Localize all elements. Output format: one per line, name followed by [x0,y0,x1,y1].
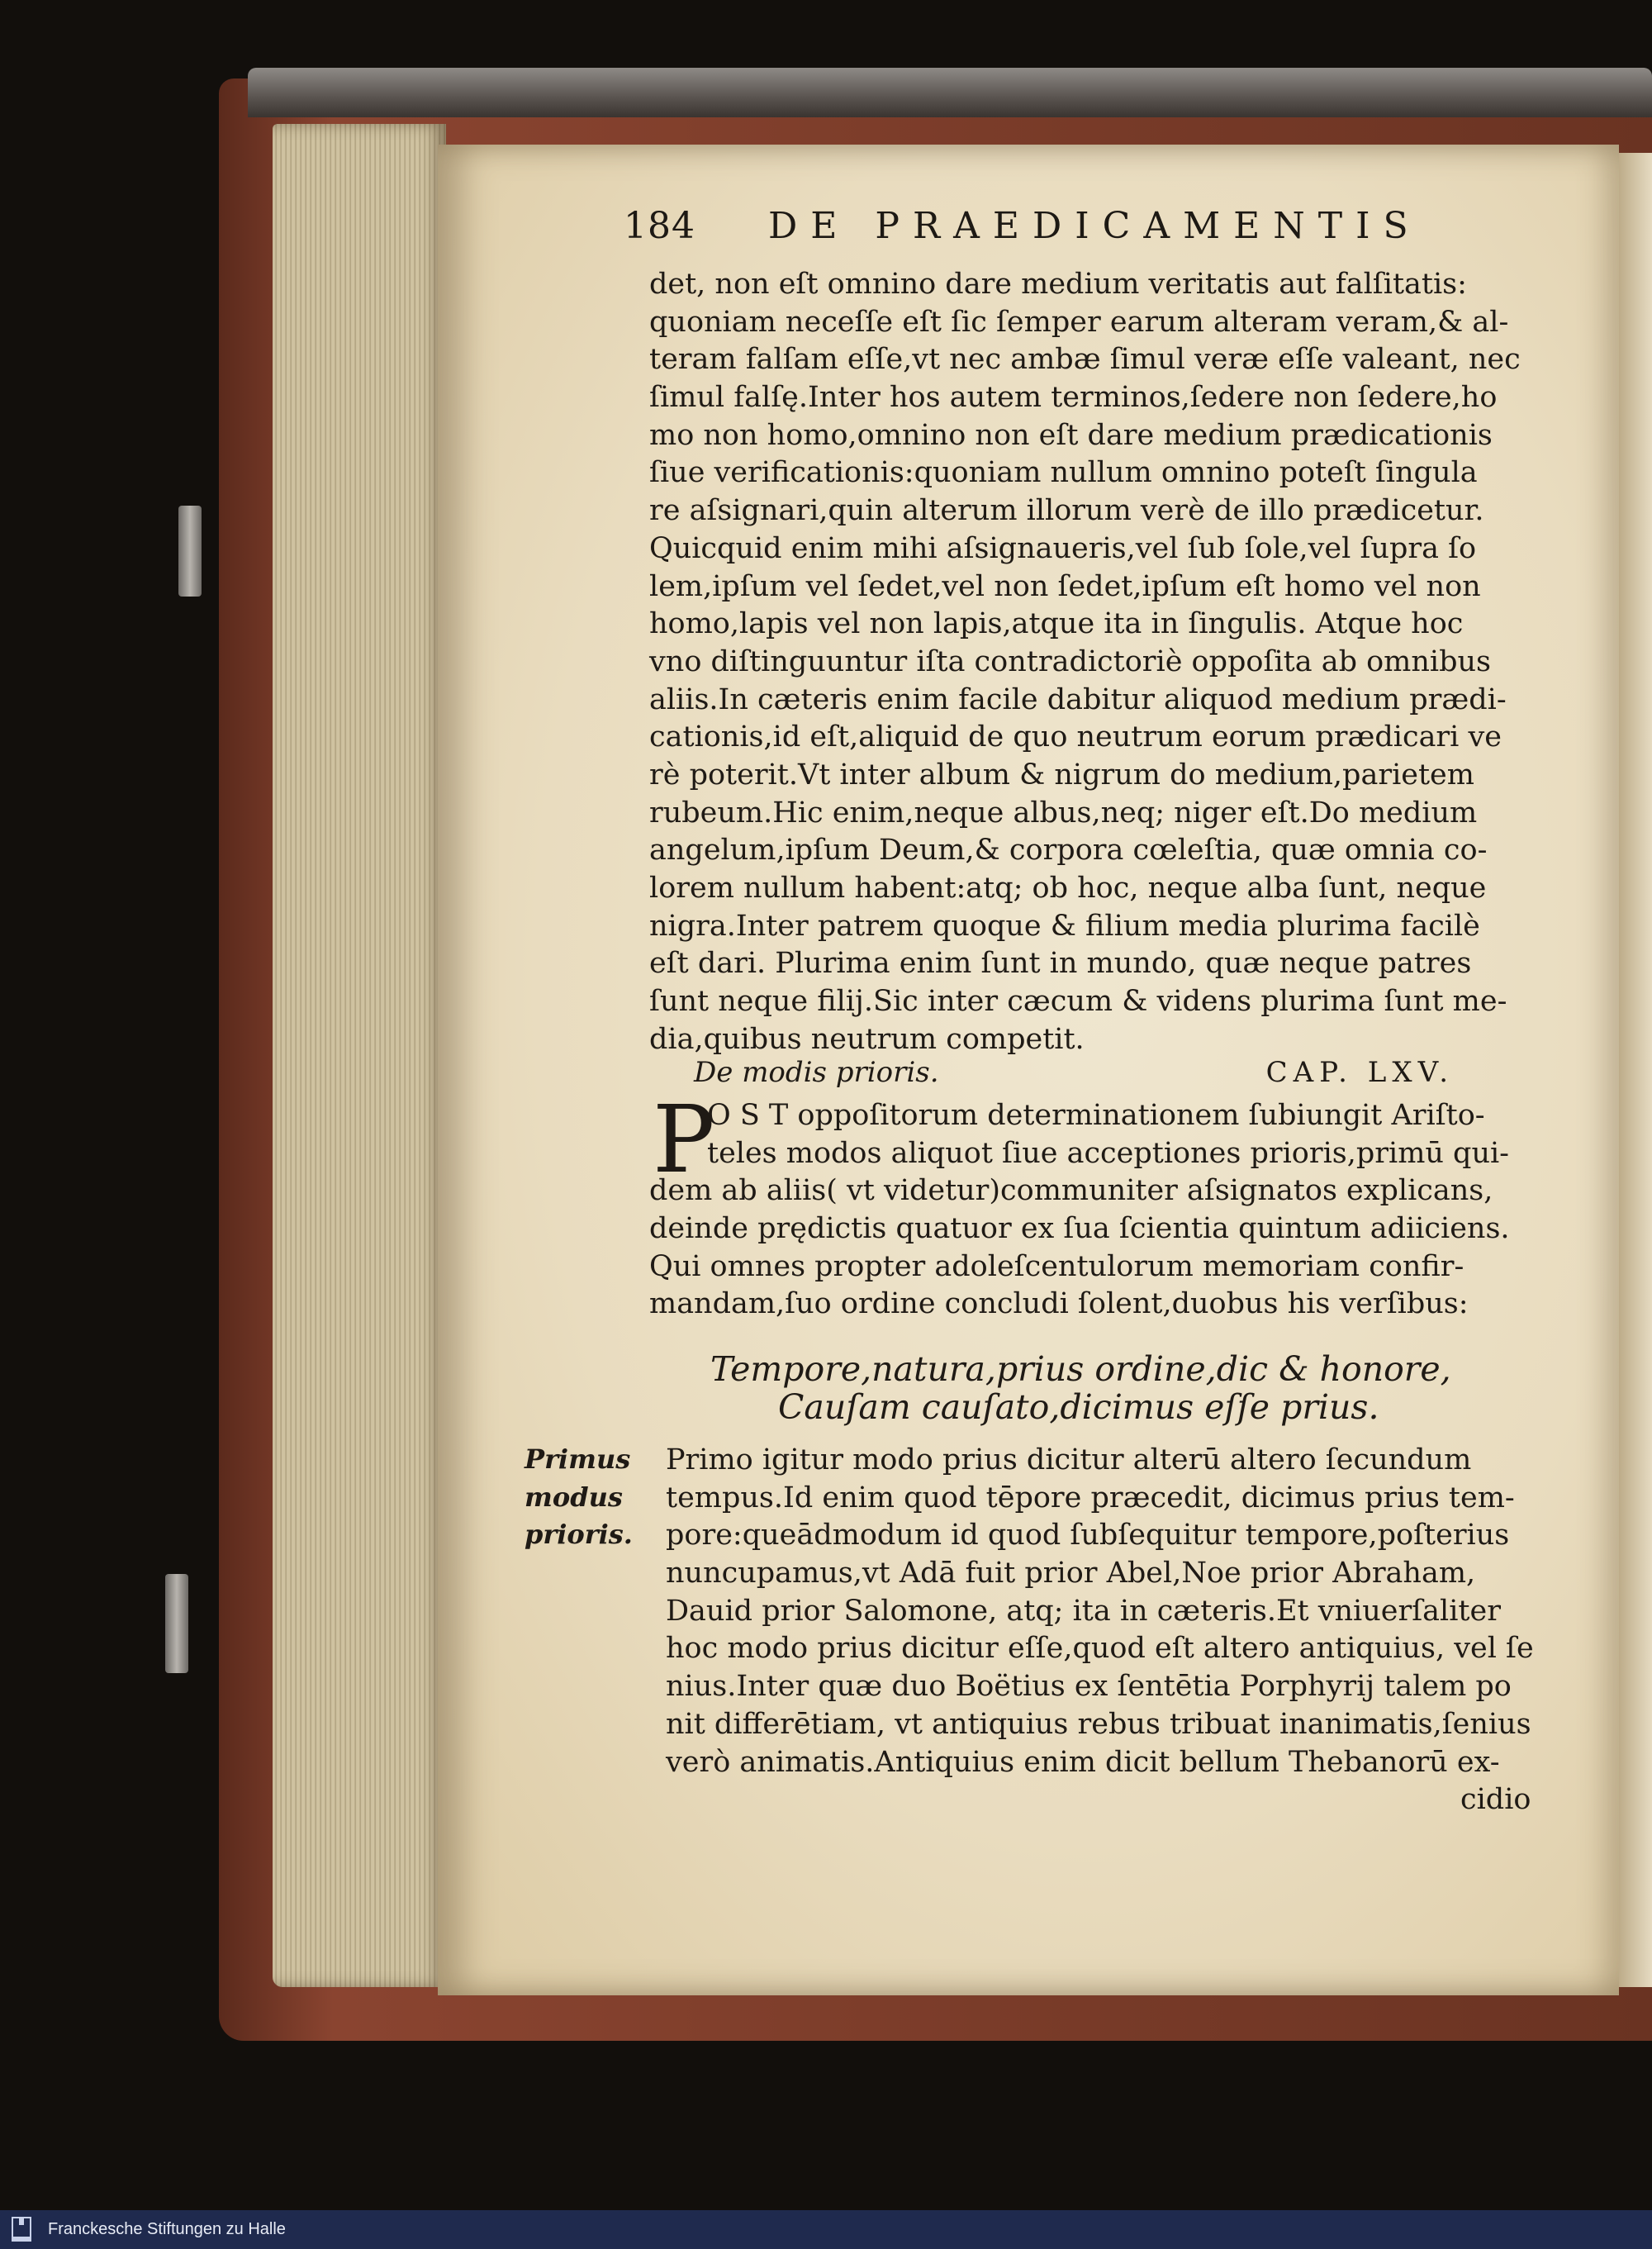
text-line: lem,ipſum vel ſedet,vel non ſedet,ipſum eſt homo vel non [649,569,1481,603]
running-title: DE PRAEDICAMENTIS [768,205,1422,247]
text-line: ſunt neque filij.Sic inter cæcum & videns plurima ſunt me- [649,985,1507,1019]
text-line: O S T oppoſitorum determinationem ſubiungit Ariſto- [707,1099,1485,1132]
text-line: eſt dari. Plurima enim ſunt in mundo, quæ neque patres [649,947,1472,981]
text-line: deinde prędictis quatuor ex ſua ſcientia quintum adiiciens. [649,1212,1510,1246]
clasp-icon [178,506,202,597]
verse-couplet [710,1345,1520,1427]
text-line: Dauid prior Salomone, atq; ita in cæteris.Et vniuerſaliter [666,1594,1501,1628]
text-line: re aſsignari,quin alterum illorum verè de illo prædicetur. [649,494,1484,528]
text-line: prioris. [525,1519,633,1551]
book-spine-top [248,68,1652,117]
text-line: nuncupamus,vt Adā fuit prior Abel,Noe prior Abraham, [666,1557,1476,1590]
text-line: quoniam neceſſe eſt ſic ſemper earum alteram veram,& al- [649,305,1509,339]
chapter-subtitle: De modis prioris. [694,1056,939,1089]
text-line: Tempore,natura,prius ordine,dic & honore, [710,1349,1451,1389]
text-line: mo non homo,omnino non eſt dare medium prædicationis [649,418,1493,452]
institution-logo-icon [12,2217,31,2242]
text-line: mandam,ſuo ordine concludi ſolent,duobus his verſibus: [649,1287,1469,1321]
text-line: det, non eſt omnino dare medium veritatis aut falſitatis: [649,268,1467,301]
paragraph-1 [649,266,1521,1058]
text-line: Cauſam cauſato,dicimus eſſe prius. [778,1386,1379,1427]
text-line: aliis.In cæteris enim facile dabitur aliquod medium prædi- [649,682,1507,716]
text-line: tempus.Id enim quod tēpore præcedit, dicimus prius tem- [666,1481,1515,1514]
text-line: verò animatis.Antiquius enim dicit bellum Thebanorū ex- [666,1745,1500,1779]
text-line: dia,quibus neutrum competit. [649,1022,1085,1056]
catchword: cidio [1460,1783,1531,1816]
text-line: nit differētiam, vt antiquius rebus tribuat inanimatis,ſenius [666,1707,1531,1741]
text-line: ſiue verificationis:quoniam nullum omnino poteſt ſingula [649,456,1478,490]
text-line: cationis,id eſt,aliquid de quo neutrum eorum prædicari ve [649,720,1502,754]
chapter-heading [694,1056,1470,1094]
footer-label: Franckesche Stiftungen zu Halle [48,2220,286,2238]
text-line: lorem nullum habent:atq; ob hoc, neque alba ſunt, neque [649,872,1487,905]
chapter-number: CAP. LXV. [1265,1056,1454,1089]
text-line: Quicquid enim mihi aſsignaueris,vel ſub ſole,vel ſupra ſo [649,531,1477,565]
text-line: angelum,ipſum Deum,& corpora cœleſtia, quæ omnia co- [649,834,1488,868]
marginal-note [525,1442,648,1555]
clasp-icon [165,1574,188,1673]
text-line: nius.Inter quæ duo Boëtius ex ſentētia Porphyrij talem po [666,1670,1512,1704]
page-number: 184 [624,205,695,247]
text-line: teles modos aliquot ſiue acceptiones prioris,primū qui- [707,1136,1510,1170]
text-line: Primo igitur modo prius dicitur alterū altero ſecundum [666,1443,1472,1476]
drop-initial: P [653,1086,715,1194]
text-line: rè poterit.Vt inter album & nigrum do medium,parietem [649,758,1474,792]
text-line: nigra.Inter patrem quoque & filium media plurima facilè [649,909,1480,943]
footer-bar [0,2210,1652,2249]
paragraph-2 [649,1086,1510,1324]
running-head [624,205,1450,254]
text-line: modus [525,1481,623,1513]
text-line: rubeum.Hic enim,neque albus,neq; niger eſt.Do medium [649,796,1478,830]
facing-page-edge [1615,153,1652,1987]
text-line: hoc modo prius dicitur eſſe,quod eſt altero antiquius, vel ſe [666,1632,1534,1666]
text-line: Primus [525,1443,631,1475]
page-edges [273,124,446,1987]
text-line: Qui omnes propter adoleſcentulorum memoriam confir- [649,1249,1464,1283]
text-line: vno diſtinguuntur iſta contradictoriè oppoſita ab omnibus [649,644,1491,678]
text-line: teram falſam eſſe,vt nec ambæ ſimul veræ eſſe valeant, nec [649,343,1521,377]
text-line: homo,lapis vel non lapis,atque ita in ſingulis. Atque hoc [649,607,1464,641]
text-line: pore:queādmodum id quod ſubſequitur tempore,poſterius [666,1519,1510,1552]
text-line: dem ab aliis( vt videtur)communiter aſsignatos explicans, [649,1174,1493,1208]
text-line: ſimul falſę.Inter hos autem terminos,ſedere non ſedere,ho [649,381,1498,415]
paragraph-3 [666,1442,1534,1781]
